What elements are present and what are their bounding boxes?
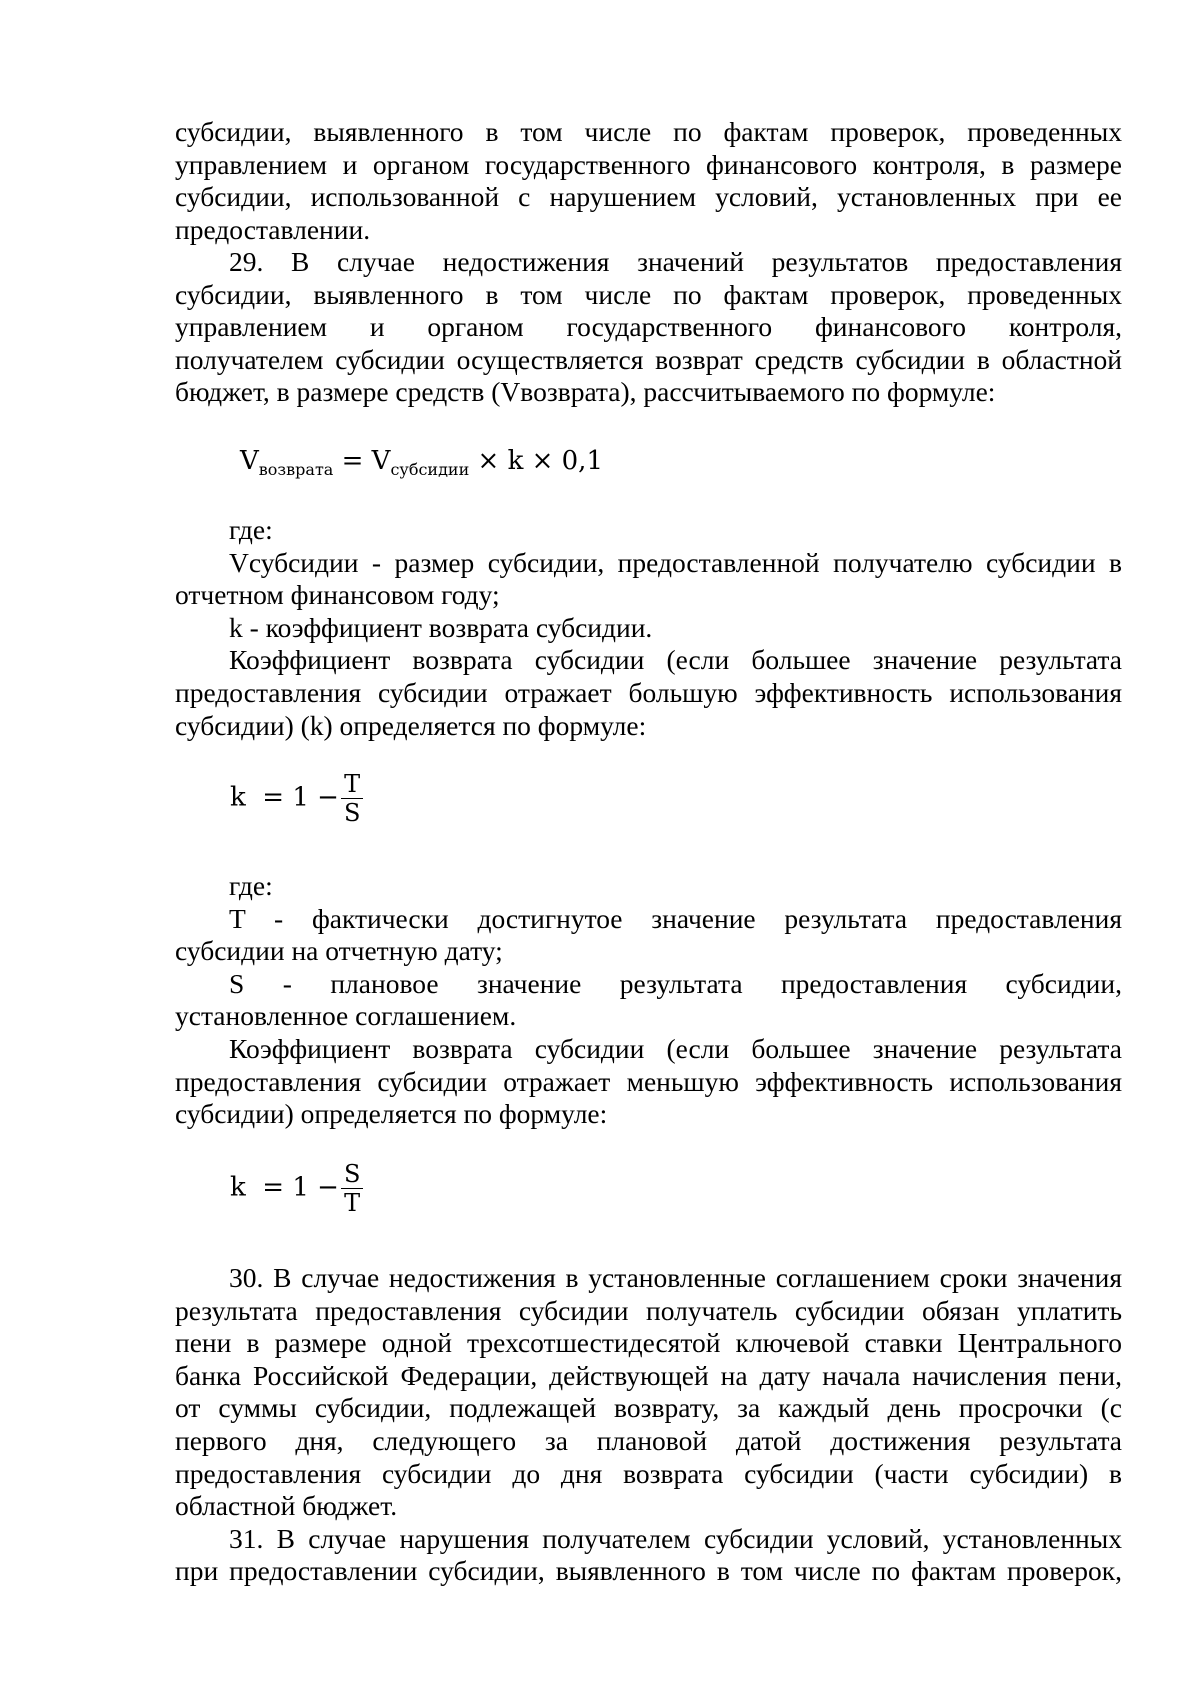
text-line: от суммы субсидии, подлежащей возврату, за каждый день просрочки (с xyxy=(175,1392,1122,1424)
formula-lhs: k = 1 − xyxy=(230,1172,339,1203)
fraction-denominator: T xyxy=(344,1189,361,1217)
text-line: где: xyxy=(229,870,273,901)
fraction-denominator: S xyxy=(343,799,361,827)
paragraph-29 xyxy=(175,246,1122,409)
text-line: 29. В случае недостижения значений результатов предоставления xyxy=(229,246,1122,277)
text-line: предоставления субсидии отражает большую эффективность использования xyxy=(175,676,1122,708)
text-line: бюджет, в размере средств (Vвозврата), рассчитываемого по формуле: xyxy=(175,376,996,408)
formula-k-s-over-t xyxy=(230,1160,363,1217)
text-line: субсидии) определяется по формуле: xyxy=(175,1098,608,1130)
text-line: Коэффициент возврата субсидии (если большее значение результата xyxy=(229,1032,1122,1064)
text-line: предоставления субсидии до дня возврата субсидии (части субсидии) в xyxy=(175,1457,1122,1489)
formula-fraction xyxy=(341,1160,363,1217)
formula-fraction xyxy=(341,770,363,827)
text-line: получателем субсидии осуществляется возврат средств субсидии в областной xyxy=(175,343,1122,375)
text-line: первого дня, следующего за плановой датой достижения результата xyxy=(175,1424,1122,1456)
formula-v-return xyxy=(240,446,603,485)
text-line: пени в размере одной трехсотшестидесятой ключевой ставки Центрального xyxy=(175,1327,1122,1359)
formula-rhs-subscript: субсидии xyxy=(390,460,470,479)
text-line: T - фактически достигнутое значение результата предоставления xyxy=(229,902,1122,934)
text-line: банка Российской Федерации, действующей на дату начала начисления пени, xyxy=(175,1359,1122,1391)
text-line: 30. В случае недостижения в установленные соглашением сроки значения xyxy=(229,1262,1122,1293)
formula-lhs-subscript: возврата xyxy=(258,460,334,479)
text-line: 31. В случае нарушения получателем субсидии условий, установленных xyxy=(229,1522,1122,1554)
text-line: субсидии, выявленного в том числе по фактам проверок, проведенных xyxy=(175,116,1122,147)
fraction-numerator: T xyxy=(341,770,363,799)
definitions-block-2 xyxy=(175,870,1122,1131)
formula-k-t-over-s xyxy=(230,770,363,827)
formula-lhs: V xyxy=(240,446,259,476)
formula-tail: × k × 0,1 xyxy=(469,446,603,476)
definitions-block-1 xyxy=(175,514,1122,742)
text-line: управлением и органом государственного финансового контроля, xyxy=(175,311,1122,343)
text-line: Коэффициент возврата субсидии (если большее значение результата xyxy=(229,644,1122,676)
text-line: k - коэффициент возврата субсидии. xyxy=(229,611,653,643)
text-line: субсидии, выявленного в том числе по фактам проверок, проведенных xyxy=(175,278,1122,310)
text-line: S - плановое значение результата предоставления субсидии, xyxy=(229,967,1122,999)
formula-lhs: k = 1 − xyxy=(230,782,339,813)
text-line: субсидии на отчетную дату; xyxy=(175,935,503,967)
paragraphs-30-31 xyxy=(175,1262,1122,1588)
text-line: отчетном финансовом году; xyxy=(175,579,500,611)
formula-rhs: V xyxy=(371,446,391,476)
text-line: Vсубсидии - размер субсидии, предоставленной получателю субсидии в xyxy=(229,546,1122,578)
paragraph-28-continuation xyxy=(175,116,1122,246)
formula-equals: = xyxy=(333,446,372,476)
text-line: предоставления субсидии отражает меньшую эффективность использования xyxy=(175,1065,1122,1097)
fraction-numerator: S xyxy=(341,1160,363,1189)
text-line: субсидии) (k) определяется по формуле: xyxy=(175,709,647,741)
text-line: установленное соглашением. xyxy=(175,1000,517,1032)
text-line: субсидии, использованной с нарушением условий, установленных при ее xyxy=(175,181,1122,213)
text-line: предоставлении. xyxy=(175,213,371,245)
text-line: областной бюджет. xyxy=(175,1490,398,1522)
text-line: результата предоставления субсидии получатель субсидии обязан уплатить xyxy=(175,1294,1122,1326)
text-line: управлением и органом государственного финансового контроля, в размере xyxy=(175,148,1122,180)
text-line: где: xyxy=(229,514,273,545)
text-line: при предоставлении субсидии, выявленного в том числе по фактам проверок, xyxy=(175,1555,1122,1587)
